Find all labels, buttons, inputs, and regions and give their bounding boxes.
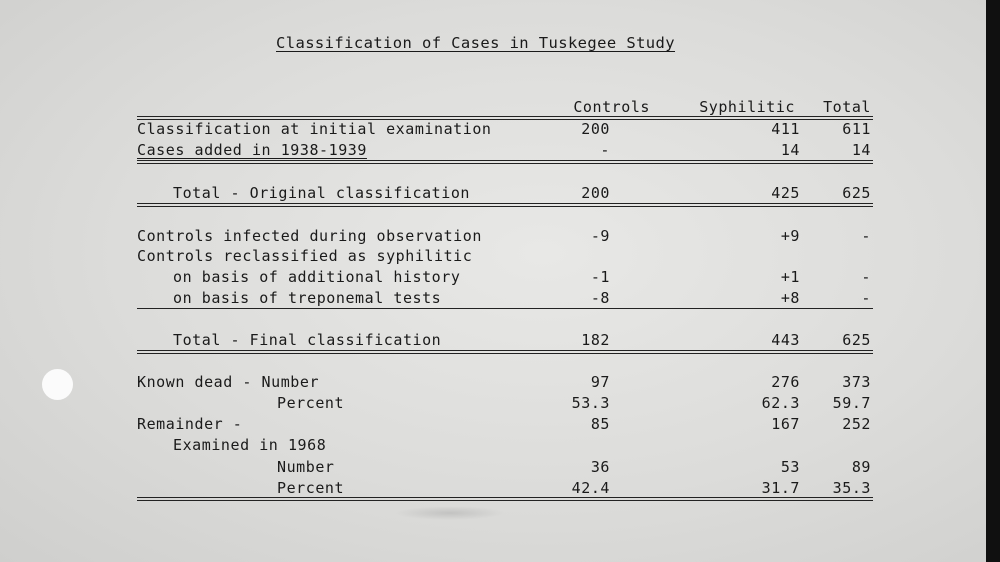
section-rule bbox=[137, 350, 873, 354]
table-row bbox=[137, 436, 873, 456]
table-row bbox=[137, 268, 873, 288]
table-row bbox=[137, 373, 873, 393]
table-header bbox=[137, 98, 873, 118]
punch-hole bbox=[42, 369, 73, 400]
table-row bbox=[137, 458, 873, 478]
cell-controls: 182 bbox=[581, 331, 610, 349]
cell-controls: 200 bbox=[581, 120, 610, 138]
table-row bbox=[137, 394, 873, 414]
cell-controls: 53.3 bbox=[571, 394, 610, 412]
cell-controls: -9 bbox=[590, 227, 610, 245]
cell-total: 89 bbox=[851, 458, 871, 476]
cell-syphilitic: 53 bbox=[780, 458, 800, 476]
cell-controls: 42.4 bbox=[571, 479, 610, 497]
cell-syphilitic: +8 bbox=[780, 289, 800, 307]
smudge-mark bbox=[395, 506, 505, 520]
row-label: Controls infected during observation bbox=[137, 227, 482, 245]
cell-syphilitic: 14 bbox=[780, 141, 800, 159]
page-title: Classification of Cases in Tuskegee Study bbox=[276, 34, 676, 52]
row-label: on basis of treponemal tests bbox=[173, 289, 442, 307]
cell-controls: 85 bbox=[590, 415, 610, 433]
scan-border bbox=[986, 0, 1000, 562]
column-header-total: Total bbox=[823, 98, 871, 116]
cell-controls: -1 bbox=[590, 268, 610, 286]
cell-total: - bbox=[861, 289, 871, 307]
row-label: Percent bbox=[277, 394, 345, 412]
column-header-syphilitic: Syphilitic bbox=[699, 98, 795, 116]
cell-total: 611 bbox=[842, 120, 871, 138]
row-label: Total - Final classification bbox=[173, 331, 442, 349]
cell-syphilitic: 411 bbox=[771, 120, 800, 138]
section-rule bbox=[137, 160, 873, 164]
cell-total: 14 bbox=[851, 141, 871, 159]
section-rule bbox=[137, 308, 873, 309]
table-row bbox=[137, 184, 873, 204]
cell-total: 252 bbox=[842, 415, 871, 433]
cell-controls: 200 bbox=[581, 184, 610, 202]
table-row bbox=[137, 227, 873, 247]
row-label: Controls reclassified as syphilitic bbox=[137, 247, 473, 265]
table-row bbox=[137, 479, 873, 499]
cell-syphilitic: 62.3 bbox=[761, 394, 800, 412]
cell-syphilitic: 167 bbox=[771, 415, 800, 433]
table-row bbox=[137, 120, 873, 140]
table-row bbox=[137, 289, 873, 309]
cell-total: 373 bbox=[842, 373, 871, 391]
cell-syphilitic: 276 bbox=[771, 373, 800, 391]
row-label: Number bbox=[277, 458, 335, 476]
cell-controls: -8 bbox=[590, 289, 610, 307]
row-label: Percent bbox=[277, 479, 345, 497]
cell-syphilitic: +9 bbox=[780, 227, 800, 245]
cell-controls: 36 bbox=[590, 458, 610, 476]
row-label: Total - Original classification bbox=[173, 184, 471, 202]
cell-total: 625 bbox=[842, 331, 871, 349]
section-rule bbox=[137, 203, 873, 207]
bottom-rule bbox=[137, 497, 873, 501]
cell-syphilitic: +1 bbox=[780, 268, 800, 286]
cell-syphilitic: 443 bbox=[771, 331, 800, 349]
cell-total: 35.3 bbox=[832, 479, 871, 497]
table-row bbox=[137, 415, 873, 435]
cell-syphilitic: 31.7 bbox=[761, 479, 800, 497]
table-row bbox=[137, 331, 873, 351]
row-label: Remainder - bbox=[137, 415, 243, 433]
cell-syphilitic: 425 bbox=[771, 184, 800, 202]
row-label: Known dead - Number bbox=[137, 373, 320, 391]
row-label: Classification at initial examination bbox=[137, 120, 492, 138]
cell-total: - bbox=[861, 227, 871, 245]
cell-total: - bbox=[861, 268, 871, 286]
cell-total: 59.7 bbox=[832, 394, 871, 412]
row-label: on basis of additional history bbox=[173, 268, 461, 286]
column-header-controls: Controls bbox=[573, 98, 650, 116]
table-row bbox=[137, 247, 873, 267]
row-label: Cases added in 1938-1939 bbox=[137, 141, 367, 159]
row-label: Examined in 1968 bbox=[173, 436, 327, 454]
cell-controls: 97 bbox=[590, 373, 610, 391]
cell-controls: - bbox=[600, 141, 610, 159]
cell-total: 625 bbox=[842, 184, 871, 202]
table-row bbox=[137, 141, 873, 161]
